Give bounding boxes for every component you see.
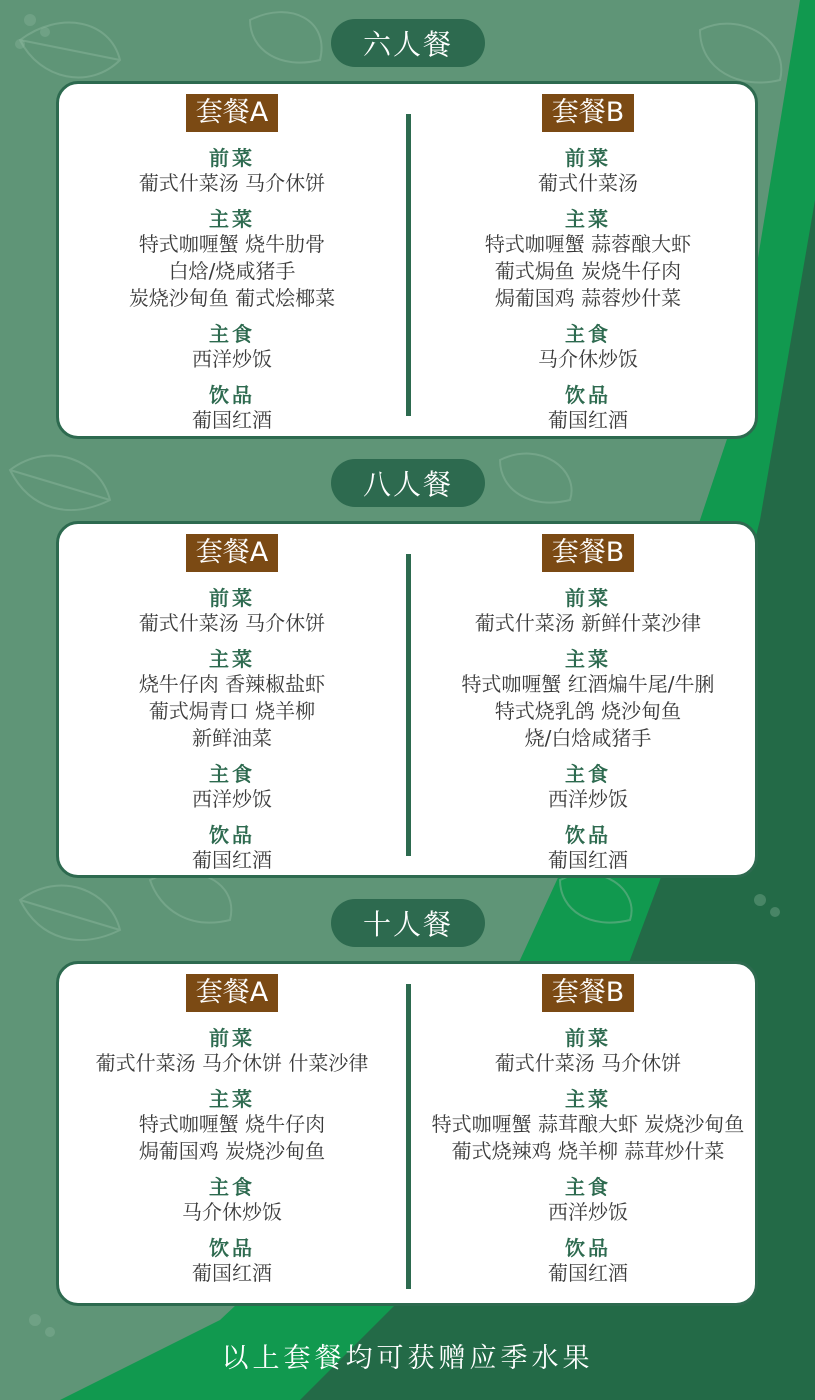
- package-label: 套餐A: [186, 534, 278, 572]
- course-name: 饮品: [565, 1236, 611, 1260]
- course-name: 主菜: [208, 647, 255, 671]
- package-a-column: [62, 94, 402, 444]
- course-name: 饮品: [209, 383, 255, 407]
- dish-line: 葡式什菜汤 马介休饼: [138, 611, 326, 635]
- section-title-six: [331, 19, 485, 67]
- section-title-ten: [331, 899, 485, 947]
- course-main: [139, 1087, 325, 1165]
- dish-line: 马介休炒饭: [538, 347, 638, 371]
- dish-line: 葡式焗鱼 炭烧牛仔肉: [494, 259, 682, 283]
- section-title-text: 八人餐: [362, 468, 453, 501]
- dish-line: 葡国红酒: [192, 408, 272, 432]
- course-staple: [548, 1175, 628, 1226]
- column-divider: [406, 984, 411, 1289]
- dish-line: 焗葡国鸡 蒜蓉炒什菜: [494, 286, 682, 310]
- package-label: 套餐A: [186, 974, 278, 1012]
- course-name: 主食: [565, 322, 611, 346]
- dish-line: 西洋炒饭: [548, 1200, 628, 1224]
- dish-line: 葡国红酒: [548, 408, 628, 432]
- section-title-text: 十人餐: [362, 908, 453, 941]
- course-drink: [192, 383, 272, 434]
- dish-line: 特式咖喱蟹 烧牛仔肉: [138, 1112, 326, 1136]
- dish-line: 白焓/烧咸猪手: [168, 259, 296, 283]
- course-name: 饮品: [565, 823, 611, 847]
- footer-note: 以上套餐均可获赠应季水果: [221, 1343, 594, 1374]
- course-name: 主菜: [208, 1087, 255, 1111]
- course-drink: [192, 823, 272, 874]
- course-appetizer: [538, 146, 638, 197]
- course-main: [461, 647, 714, 752]
- package-a-column: [62, 974, 402, 1297]
- dish-line: 焗葡国鸡 炭烧沙甸鱼: [138, 1139, 326, 1163]
- course-staple: [192, 762, 272, 813]
- course-name: 主食: [209, 1175, 255, 1199]
- dish-line: 特式咖喱蟹 烧牛肋骨: [138, 232, 326, 256]
- course-main: [432, 1087, 745, 1165]
- course-name: 主食: [209, 322, 255, 346]
- dish-line: 马介休炒饭: [182, 1200, 282, 1224]
- dish-line: 葡式什菜汤 马介休饼 什菜沙律: [95, 1051, 369, 1075]
- dish-line: 葡式什菜汤: [538, 171, 638, 195]
- dish-line: 葡式什菜汤 马介休饼: [494, 1051, 682, 1075]
- course-name: 饮品: [209, 1236, 255, 1260]
- course-drink: [192, 1236, 272, 1287]
- course-staple: [548, 762, 628, 813]
- course-name: 主菜: [564, 647, 611, 671]
- dish-line: 葡国红酒: [192, 1261, 272, 1285]
- menu-card-six: [56, 81, 758, 439]
- package-b-column: [418, 534, 758, 884]
- course-main: [129, 207, 335, 312]
- course-staple: [192, 322, 272, 373]
- course-name: 前菜: [208, 146, 255, 170]
- dish-line: 葡国红酒: [548, 1261, 628, 1285]
- course-name: 主菜: [564, 207, 611, 231]
- dish-line: 西洋炒饭: [548, 787, 628, 811]
- section-title-text: 六人餐: [362, 28, 453, 61]
- course-main: [139, 647, 325, 752]
- dish-line: 烧/白焓咸猪手: [524, 726, 652, 750]
- course-name: 前菜: [208, 586, 255, 610]
- dish-line: 葡国红酒: [548, 848, 628, 872]
- package-b-column: [418, 94, 758, 444]
- column-divider: [406, 114, 411, 416]
- package-a-column: [62, 534, 402, 884]
- dish-line: 葡国红酒: [192, 848, 272, 872]
- package-label: 套餐B: [542, 974, 635, 1012]
- package-label: 套餐B: [542, 534, 635, 572]
- dish-line: 葡式什菜汤 马介休饼: [138, 171, 326, 195]
- course-main: [485, 207, 691, 312]
- package-b-column: [418, 974, 758, 1297]
- menu-card-eight: [56, 521, 758, 878]
- dish-line: 葡式什菜汤 新鲜什菜沙律: [474, 611, 702, 635]
- course-name: 前菜: [564, 586, 611, 610]
- course-name: 主食: [209, 762, 255, 786]
- course-name: 饮品: [209, 823, 255, 847]
- dish-line: 特式咖喱蟹 蒜茸酿大虾 炭烧沙甸鱼: [431, 1112, 745, 1136]
- course-appetizer: [475, 586, 701, 637]
- package-label: 套餐B: [542, 94, 635, 132]
- dish-line: 葡式焗青口 烧羊柳: [148, 699, 316, 723]
- course-staple: [182, 1175, 282, 1226]
- section-title-eight: [331, 459, 485, 507]
- dish-line: 特式咖喱蟹 蒜蓉酿大虾: [484, 232, 692, 256]
- course-appetizer: [139, 586, 325, 637]
- dish-line: 葡式烧辣鸡 烧羊柳 蒜茸炒什菜: [451, 1139, 725, 1163]
- column-divider: [406, 554, 411, 856]
- dish-line: 特式咖喱蟹 红酒煸牛尾/牛脷: [461, 672, 715, 696]
- course-name: 主菜: [565, 1087, 611, 1111]
- course-name: 主食: [565, 1175, 611, 1199]
- course-drink: [548, 383, 628, 434]
- course-name: 主食: [565, 762, 611, 786]
- dish-line: 西洋炒饭: [192, 787, 272, 811]
- menu-card-ten: [56, 961, 758, 1306]
- course-name: 主菜: [208, 207, 255, 231]
- dish-line: 烧牛仔肉 香辣椒盐虾: [138, 672, 326, 696]
- dish-line: 新鲜油菜: [191, 726, 272, 750]
- course-name: 饮品: [565, 383, 611, 407]
- course-staple: [538, 322, 638, 373]
- course-name: 前菜: [209, 1026, 255, 1050]
- course-appetizer: [96, 1026, 369, 1077]
- course-name: 前菜: [564, 1026, 611, 1050]
- course-drink: [548, 823, 628, 874]
- course-appetizer: [495, 1026, 681, 1077]
- dish-line: 特式烧乳鸽 烧沙甸鱼: [494, 699, 682, 723]
- dish-line: 炭烧沙甸鱼 葡式烩椰菜: [128, 286, 336, 310]
- dish-line: 西洋炒饭: [192, 347, 272, 371]
- course-drink: [548, 1236, 628, 1287]
- course-appetizer: [139, 146, 325, 197]
- course-name: 前菜: [565, 146, 611, 170]
- package-label: 套餐A: [186, 94, 278, 132]
